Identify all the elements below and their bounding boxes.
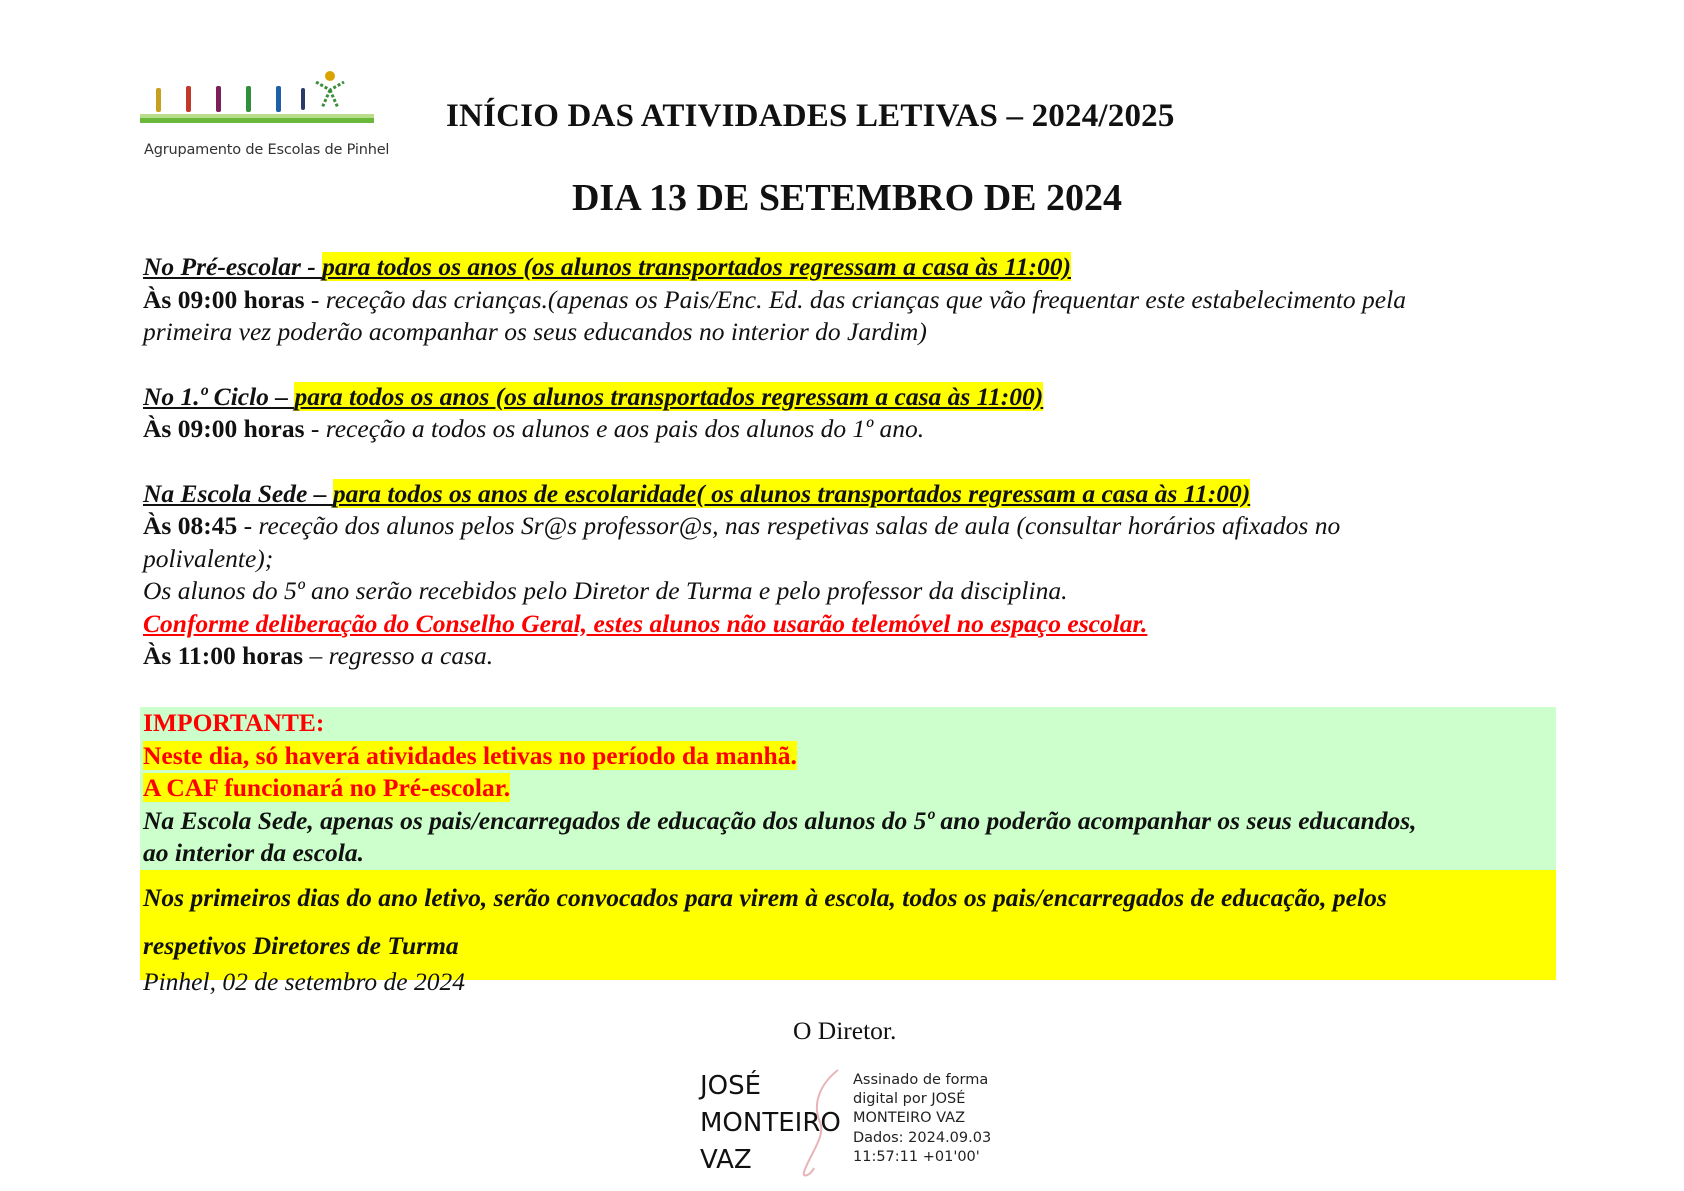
signature-stroke-icon xyxy=(790,1064,850,1184)
important-line-3a: Na Escola Sede, apenas os pais/encarregados de educação dos alunos do 5º ano poderão acompanhar os seus educandos, xyxy=(143,805,1417,835)
preschool-text: Às 09:00 horas - receção das crianças.(apenas os Pais/Enc. Ed. das crianças que vão frequentar este estabelecimento pela xyxy=(143,284,1406,314)
director-label: O Diretor. xyxy=(793,1016,897,1045)
return-home: Às 11:00 horas – regresso a casa. xyxy=(143,641,494,670)
main-school-heading: Na Escola Sede – para todos os anos de escolaridade( os alunos transportados regressam a casa às 11:00) xyxy=(143,478,1251,508)
logo-caption: Agrupamento de Escolas de Pinhel xyxy=(144,142,390,158)
page-title: INÍCIO DAS ATIVIDADES LETIVAS – 2024/2025 xyxy=(446,98,1175,134)
main-school-text-cont: polivalente); xyxy=(143,543,274,573)
important-line-4a: Nos primeiros dias do ano letivo, serão convocados para virem à escola, todos os pais/encarregados de educação, pelos xyxy=(143,882,1387,912)
signature-details xyxy=(853,1071,991,1167)
important-line-4b: respetivos Diretores de Turma xyxy=(143,930,459,960)
first-cycle-text: Às 09:00 horas - receção a todos os alunos e aos pais dos alunos do 1º ano. xyxy=(143,414,925,443)
fifth-grade-note: Os alunos do 5º ano serão recebidos pelo Diretor de Turma e pelo professor da disciplina. xyxy=(143,576,1068,605)
important-line-2: A CAF funcionará no Pré-escolar. xyxy=(143,773,511,802)
important-title: IMPORTANTE: xyxy=(143,708,325,737)
important-yellow-block xyxy=(140,870,1556,980)
signature-name-line: VAZ xyxy=(700,1145,752,1175)
signature-detail-line: 11:57:11 +01'00' xyxy=(853,1148,980,1165)
signature-detail-line: Dados: 2024.09.03 xyxy=(853,1129,992,1146)
phone-warning: Conforme deliberação do Conselho Geral, estes alunos não usarão telemóvel no espaço escolar. xyxy=(143,608,1148,638)
important-notice xyxy=(140,707,1556,980)
signature-detail-line: digital por JOSÉ xyxy=(853,1091,966,1108)
first-cycle-heading: No 1.º Ciclo – para todos os anos (os alunos transportados regressam a casa às 11:00) xyxy=(143,381,1044,411)
signature-name-line: MONTEIRO xyxy=(700,1108,841,1138)
date-title: DIA 13 DE SETEMBRO DE 2024 xyxy=(571,177,1123,219)
signature-detail-line: MONTEIRO VAZ xyxy=(853,1110,966,1127)
schedule-body xyxy=(143,251,1553,673)
main-school-text: Às 08:45 - receção dos alunos pelos Sr@s professor@s, nas respetivas salas de aula (consultar horários afixados no xyxy=(143,511,1341,540)
important-line-3b: ao interior da escola. xyxy=(143,838,364,867)
preschool-text-cont: primeira vez poderão acompanhar os seus educandos no interior do Jardim) xyxy=(143,317,927,346)
school-logo-graphic xyxy=(140,62,380,142)
signature-detail-line: Assinado de forma xyxy=(853,1072,989,1088)
place-date: Pinhel, 02 de setembro de 2024 xyxy=(143,967,465,996)
signature-name-line: JOSÉ xyxy=(700,1071,762,1101)
important-line-1: Neste dia, só haverá atividades letivas no período da manhã. xyxy=(143,740,797,770)
school-logo xyxy=(140,62,390,162)
preschool-heading: No Pré-escolar - para todos os anos (os alunos transportados regressam a casa às 11:00) xyxy=(143,252,1071,281)
